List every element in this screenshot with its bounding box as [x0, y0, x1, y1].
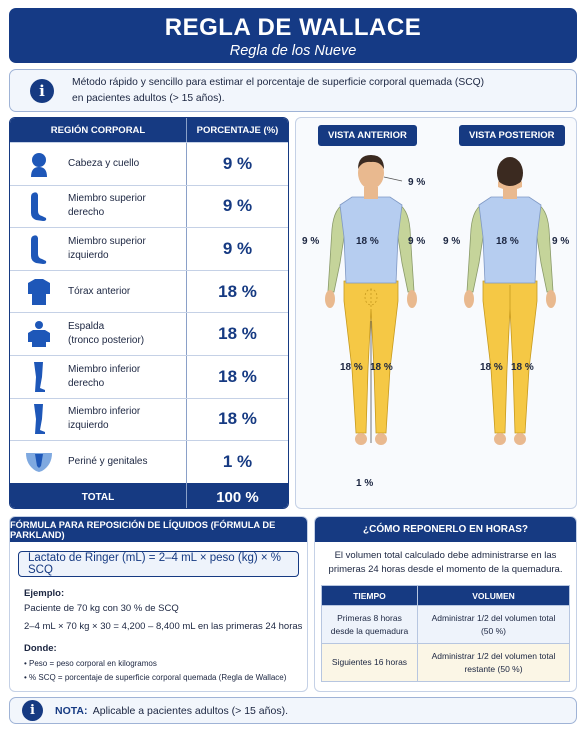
bullet-scq: • % SCQ = porcentaje de superficie corporal quemada (Regla de Wallace)	[24, 673, 287, 682]
anterior-head-percent: 9 %	[408, 177, 426, 188]
table-row	[322, 605, 569, 643]
region-label: Miembro superior izquierdo	[68, 235, 146, 261]
bullet-weight: • Peso = peso corporal en kilogramos	[24, 659, 157, 668]
arm-icon	[10, 191, 68, 221]
table-row	[10, 142, 288, 185]
page-subtitle: Regla de los Nueve	[229, 43, 357, 59]
note-label: NOTA:	[55, 704, 88, 717]
region-label: Miembro inferior derecho	[68, 363, 141, 389]
region-percent: 18 %	[218, 324, 257, 344]
note-box	[9, 697, 577, 724]
hours-description: El volumen total calculado debe administrarse en las primeras 24 horas desde el momento de la quemadura.	[328, 550, 563, 575]
leg-icon	[10, 403, 68, 435]
posterior-torso-percent: 18 %	[496, 236, 519, 247]
head-icon	[10, 151, 68, 177]
col-volume-header: VOLUMEN	[472, 590, 515, 601]
region-label: Miembro inferior izquierdo	[68, 406, 141, 432]
parkland-panel	[9, 516, 308, 692]
volume-cell: Administrar 1/2 del volumen total (50 %)	[431, 612, 556, 636]
time-cell: Siguientes 16 horas	[322, 644, 418, 681]
example-line-2: 2–4 mL × 70 kg × 30 = 4,200 – 8,400 mL en las primeras 24 horas	[24, 621, 303, 632]
body-figure-panel	[295, 117, 577, 509]
parkland-title: FÓRMULA PARA REPOSICIÓN DE LÍQUIDOS (FÓRMULA DE PARKLAND)	[10, 517, 307, 542]
region-label: Tórax anterior	[68, 285, 131, 297]
region-percent: 18 %	[218, 281, 257, 301]
time-table-header	[322, 586, 569, 605]
anterior-left-arm-percent: 9 %	[302, 236, 320, 247]
posterior-left-leg-percent: 18 %	[480, 362, 503, 373]
total-label: TOTAL	[10, 483, 187, 509]
posterior-right-arm-percent: 9 %	[552, 236, 570, 247]
torso-icon	[10, 278, 68, 306]
table-row	[10, 270, 288, 313]
region-label: Espalda (tronco posterior)	[68, 321, 145, 347]
anterior-view-label: VISTA ANTERIOR	[318, 125, 417, 146]
anterior-perineum-percent: 1 %	[356, 478, 374, 489]
region-percent: 9 %	[222, 196, 253, 216]
posterior-body-figure	[449, 151, 571, 463]
anterior-body-figure	[310, 151, 432, 463]
info-icon: i	[22, 700, 43, 721]
region-percent: 9 %	[222, 238, 253, 258]
title-banner	[9, 8, 577, 63]
perineum-icon	[10, 451, 68, 473]
intro-line-1: Método rápido y sencillo para estimar el porcentaje de superficie corporal quemada (SCQ)	[72, 76, 485, 88]
note-text	[55, 705, 288, 717]
posterior-right-leg-percent: 18 %	[511, 362, 534, 373]
anterior-right-arm-percent: 9 %	[408, 236, 426, 247]
table-row	[10, 398, 288, 441]
region-percent: 18 %	[218, 366, 257, 386]
anterior-torso-percent: 18 %	[356, 236, 379, 247]
volume-cell: Administrar 1/2 del volumen total restante (50 %)	[431, 650, 556, 674]
region-label: Periné y genitales	[68, 455, 148, 467]
example-line-1: Paciente de 70 kg con 30 % de SCQ	[24, 603, 179, 614]
anterior-left-leg-percent: 18 %	[340, 362, 363, 373]
intro-box	[9, 69, 577, 112]
intro-text	[72, 75, 484, 107]
hours-panel	[314, 516, 577, 692]
region-percent: 9 %	[222, 153, 253, 173]
table-total-row	[10, 483, 288, 509]
example-label: Ejemplo:	[24, 588, 65, 599]
leg-icon	[10, 361, 68, 393]
region-label: Cabeza y cuello	[68, 157, 140, 169]
col-region-header: REGIÓN CORPORAL	[10, 118, 187, 142]
parkland-formula: Lactato de Ringer (mL) = 2–4 mL × peso (kg) × % SCQ	[18, 551, 299, 577]
posterior-left-arm-percent: 9 %	[443, 236, 461, 247]
where-label: Donde:	[24, 643, 57, 654]
back-icon	[10, 320, 68, 348]
region-percent: 18 %	[218, 409, 257, 429]
arm-icon	[10, 234, 68, 264]
time-table	[321, 585, 570, 682]
posterior-view-label: VISTA POSTERIOR	[459, 125, 565, 146]
note-body: Aplicable a pacientes adultos (> 15 años).	[92, 704, 288, 717]
info-icon: i	[30, 79, 54, 103]
time-cell: Primeras 8 horas desde la quemadura	[322, 606, 418, 643]
page-title: REGLA DE WALLACE	[164, 14, 422, 41]
hours-title: ¿CÓMO REPONERLO EN HORAS?	[315, 517, 576, 542]
table-row	[10, 312, 288, 355]
total-value: 100 %	[216, 489, 259, 507]
col-time-header: TIEMPO	[322, 586, 418, 605]
region-label: Miembro superior derecho	[68, 193, 146, 219]
table-row	[10, 355, 288, 398]
table-row	[10, 440, 288, 483]
table-row	[10, 185, 288, 228]
anterior-right-leg-percent: 18 %	[370, 362, 393, 373]
table-row	[322, 643, 569, 681]
region-table-header	[10, 118, 288, 142]
col-percent-header: PORCENTAJE (%)	[196, 124, 279, 136]
intro-line-2: en pacientes adultos (> 15 años).	[72, 92, 225, 104]
region-percent: 1 %	[222, 451, 253, 471]
region-table	[9, 117, 289, 509]
table-row	[10, 227, 288, 270]
